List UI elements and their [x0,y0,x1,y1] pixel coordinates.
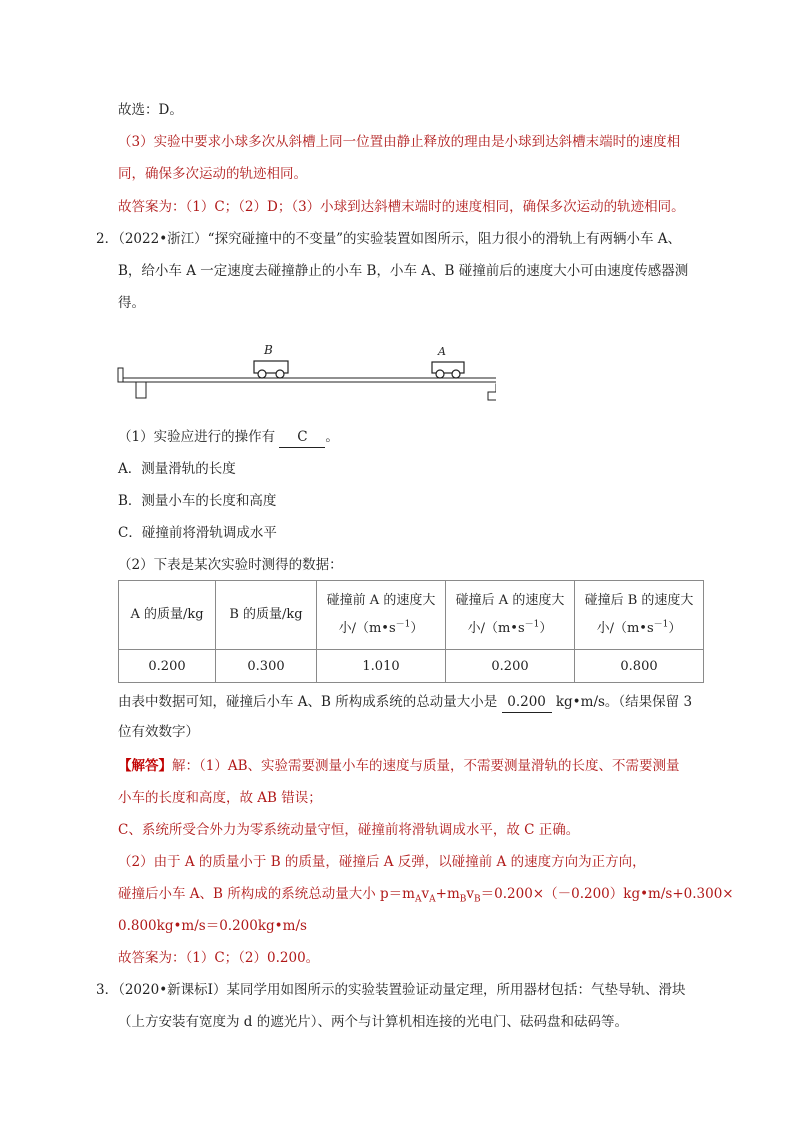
q2-stem-text: （2022•浙江）“探究碰撞中的不变量”的实验装置如图所示，阻力很小的滑轨上有两辆小车 A、 [118,231,682,247]
table-cell: 1.010 [317,650,446,683]
q2-momentum-line2: 位有效数字） [118,724,199,740]
q1-answer-line: 故选：D。 [118,102,183,118]
q1-final-answer: 故答案为：（1）C；（2）D；（3）小球到达斜槽末端时的速度相同，确保多次运动的轨迹相同。 [118,199,685,215]
table-cell: 0.800 [575,650,704,683]
q2-momentum-line1 [118,692,692,713]
q2-part1 [118,427,339,448]
cart-b-label: B [264,343,273,357]
q3-number: 3． [96,982,119,998]
q2-option-a: A．测量滑轨的长度 [118,461,236,477]
q2-part1-suffix: 。 [325,429,339,445]
table-cell: 0.200 [119,650,216,683]
table-row [119,650,704,683]
table-header-cell: 碰撞后 A 的速度大 小$/(m•s^{-1})$ [446,581,575,650]
rail [123,378,496,382]
q2-part2-intro: （2）下表是某次实验时测得的数据： [118,557,343,573]
table-cell: 0.300 [216,650,317,683]
q3-stem-text: （2020•新课标Ⅰ）某同学用如图所示的实验装置验证动量定理，所用器材包括：气垫导轨、滑块 [118,982,686,998]
q2-momentum-answer: 0.200 [502,692,552,713]
q2-option-c: C．碰撞前将滑轨调成水平 [118,525,277,541]
q2-stem-line2: B，给小车 A 一定速度去碰撞静止的小车 B，小车 A、B 碰撞前后的速度大小可由速度传感器测 [118,263,689,279]
table-header-cell: B 的质量/kg [216,581,317,650]
table-header-cell: 碰撞后 B 的速度大 小$/(m•s^{-1})$ [575,581,704,650]
q2-solution-line5: 碰撞后小车 A、B 所构成的系统总动量大小 $p=m_Av_A+m_Bv_B=0.200\times(-0.200)kg•m/s+0.300\times$ [118,886,734,905]
q2-option-b: B．测量小车的长度和高度 [118,493,277,509]
cart-b [254,343,288,378]
q2-solution-line6: 0.800kg•m/s＝0.200kg•m/s [118,918,307,934]
q2-solution-line4: （2）由于 A 的质量小于 B 的质量，碰撞后 A 反弹，以碰撞前 A 的速度方向为正方向， [118,854,646,870]
collision-apparatus-figure [116,328,496,412]
q2-solution-line3: C、系统所受合外力为零系统动量守恒，碰撞前将滑轨调成水平，故 C 正确。 [118,822,580,838]
q2-final-answer: 故答案为：（1）C；（2）0.200。 [118,950,320,966]
q3-stem-line1 [96,980,686,1000]
q3-stem-line2: （上方安装有宽度为 d 的遮光片）、两个与计算机相连接的光电门、砝码盘和砝码等。 [118,1014,628,1030]
q2-momentum-suffix: kg•m/s。（结果保留 3 [555,694,693,710]
solution-tag: 【解答】 [118,758,172,774]
table-header-cell: A 的质量/kg [119,581,216,650]
q2-solution-line1: 【解答】解：（1）AB、实验需要测量小车的速度与质量，不需要测量滑轨的长度、不需要测量 [118,758,680,774]
q2-data-table [118,580,704,683]
right-base [488,392,496,400]
q2-momentum-prefix: 由表中数据可知，碰撞后小车 A、B 所构成系统的总动量大小是 [118,694,498,710]
table-cell: 0.200 [446,650,575,683]
q2-part1-prefix: （1）实验应进行的操作有 [118,429,276,445]
q2-stem-line3: 得。 [118,295,145,311]
table-header-row [119,581,704,650]
q1-part3-line1: （3）实验中要求小球多次从斜槽上同一位置由静止释放的理由是小球到达斜槽末端时的速度相 [118,134,681,150]
table-header-cell: 碰撞前 A 的速度大 小$/(m•s^{-1})$ [317,581,446,650]
left-stop [118,368,123,382]
q1-part3-line2: 同，确保多次运动的轨迹相同。 [118,166,307,182]
q2-stem-line1 [96,229,681,249]
q2-number: 2． [96,231,119,247]
cart-a-label: A [438,345,446,358]
cart-a [432,345,464,378]
q2-part1-answer: C [279,427,325,448]
left-support [136,382,146,398]
q2-solution-line2: 小车的长度和高度，故 AB 错误； [118,790,322,806]
